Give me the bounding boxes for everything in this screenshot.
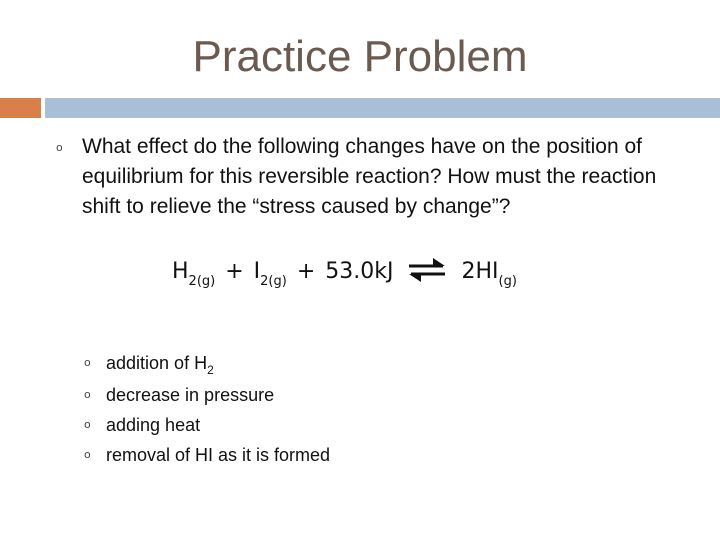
bullet-icon: o — [84, 356, 91, 369]
change-list — [84, 348, 331, 470]
list-item-subscript: 2 — [207, 363, 214, 377]
list-item — [84, 380, 330, 410]
bullet-icon: o — [84, 448, 91, 461]
plus-sign: + — [296, 259, 316, 284]
reactant-h2-subscript: 2(g) — [188, 274, 216, 289]
list-item — [84, 440, 331, 470]
question-text: What effect do the following changes have on the position of equilibrium for this reversible reaction? How must the reaction shift to relieve the “stress caused by change”? — [82, 135, 657, 218]
reactant-i2-subscript: 2(g) — [260, 274, 287, 289]
plus-sign: + — [225, 259, 244, 284]
list-item — [84, 348, 330, 380]
equilibrium-arrows-icon — [407, 257, 447, 283]
bullet-icon: o — [56, 141, 63, 154]
slide-title: Practice Problem — [192, 32, 528, 81]
reactant-i2: I — [253, 259, 261, 284]
product-hi: 2HI — [461, 259, 499, 284]
list-item-text: addition of H — [106, 353, 208, 373]
reactant-h2: H — [172, 259, 189, 284]
list-item — [84, 410, 330, 440]
product-hi-subscript: (g) — [498, 274, 517, 289]
list-item-text: adding heat — [106, 415, 201, 435]
accent-bar-blue — [45, 98, 720, 118]
list-item-text: removal of HI as it is formed — [106, 445, 331, 465]
bullet-icon: o — [84, 388, 91, 401]
list-item-text: decrease in pressure — [106, 385, 275, 405]
accent-bar-orange — [0, 98, 41, 118]
reaction-equation — [172, 252, 517, 289]
energy-term: 53.0kJ — [325, 259, 394, 284]
bullet-icon: o — [84, 418, 91, 431]
